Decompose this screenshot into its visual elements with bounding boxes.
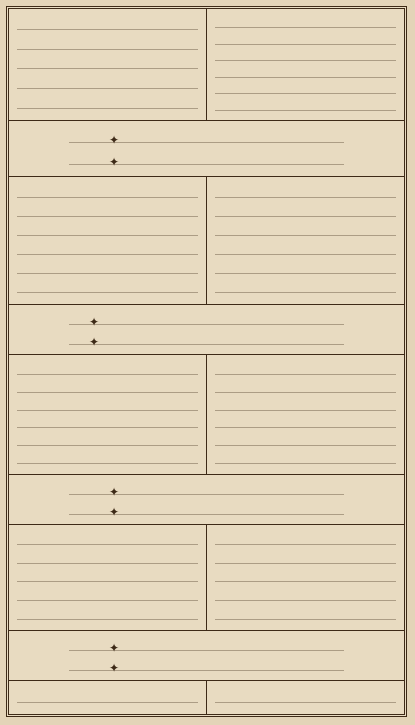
verse-line — [17, 264, 198, 274]
ornamental-band — [9, 121, 404, 177]
verse-line — [215, 101, 397, 111]
verse-line — [215, 401, 397, 411]
verse-line — [215, 245, 397, 255]
verse-line — [215, 454, 397, 464]
couplet-block — [9, 177, 404, 305]
verse-line — [17, 226, 198, 236]
ornamental-band — [9, 305, 404, 355]
verse-line — [215, 572, 397, 582]
verse-line — [17, 245, 198, 255]
manuscript-page — [6, 6, 407, 717]
verse-line — [215, 226, 397, 236]
verse-line — [17, 383, 198, 393]
verse-line — [215, 283, 397, 293]
verse-column-left — [9, 9, 207, 120]
verse-line — [215, 418, 397, 428]
verse-column-left — [9, 681, 207, 714]
ornamental-band — [9, 631, 404, 681]
verse-line — [215, 84, 397, 94]
verse-column-right — [207, 525, 405, 630]
band-line — [69, 485, 344, 495]
band-line — [69, 661, 344, 671]
star-ornament-icon: ✦ — [108, 505, 120, 519]
verse-line — [17, 79, 198, 89]
band-line — [69, 155, 344, 165]
ornamental-band — [9, 475, 404, 525]
verse-line — [215, 610, 397, 620]
verse-line — [17, 99, 198, 109]
verse-line — [17, 59, 198, 69]
verse-line — [215, 18, 397, 28]
band-line — [69, 315, 344, 325]
band-line — [69, 505, 344, 515]
star-ornament-icon: ✦ — [108, 133, 120, 147]
verse-line — [17, 591, 198, 601]
verse-line — [17, 418, 198, 428]
verse-line — [17, 535, 198, 545]
verse-column-left — [9, 355, 207, 474]
verse-column-right — [207, 681, 405, 714]
verse-line — [17, 365, 198, 375]
verse-line — [215, 693, 397, 703]
verse-line — [17, 40, 198, 50]
verse-line — [215, 535, 397, 545]
verse-line — [17, 454, 198, 464]
verse-line — [17, 401, 198, 411]
verse-line — [17, 20, 198, 30]
verse-line — [17, 572, 198, 582]
star-ornament-icon: ✦ — [108, 641, 120, 655]
verse-line — [17, 188, 198, 198]
verse-line — [17, 554, 198, 564]
star-ornament-icon: ✦ — [108, 661, 120, 675]
verse-line — [215, 383, 397, 393]
verse-line — [215, 68, 397, 78]
verse-line — [215, 365, 397, 375]
band-line — [69, 335, 344, 345]
star-ornament-icon: ✦ — [88, 315, 100, 329]
verse-line — [215, 554, 397, 564]
verse-line — [17, 693, 198, 703]
star-ornament-icon: ✦ — [108, 485, 120, 499]
verse-line — [215, 188, 397, 198]
couplet-block — [9, 355, 404, 475]
verse-column-right — [207, 177, 405, 304]
verse-line — [215, 264, 397, 274]
verse-line — [17, 610, 198, 620]
couplet-block — [9, 9, 404, 121]
verse-line — [17, 283, 198, 293]
verse-column-right — [207, 355, 405, 474]
star-ornament-icon: ✦ — [108, 155, 120, 169]
verse-line — [215, 35, 397, 45]
verse-line — [215, 207, 397, 217]
verse-column-left — [9, 525, 207, 630]
verse-line — [17, 207, 198, 217]
star-ornament-icon: ✦ — [88, 335, 100, 349]
couplet-block — [9, 681, 404, 714]
verse-line — [215, 591, 397, 601]
verse-column-right — [207, 9, 405, 120]
couplet-block — [9, 525, 404, 631]
verse-column-left — [9, 177, 207, 304]
verse-line — [17, 436, 198, 446]
verse-line — [215, 436, 397, 446]
band-line — [69, 641, 344, 651]
band-line — [69, 133, 344, 143]
verse-line — [215, 51, 397, 61]
